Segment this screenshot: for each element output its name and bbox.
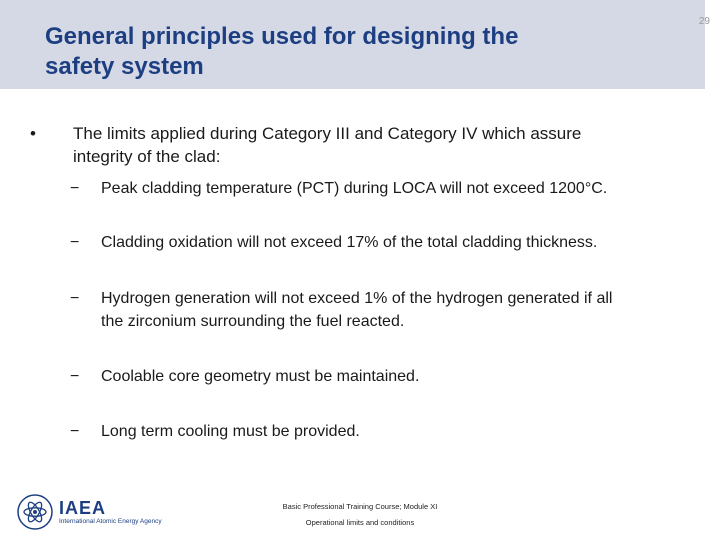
slide-title-line-1: General principles used for designing the [45,23,519,50]
sub-item-line-1: Long term cooling must be provided. [101,423,360,440]
sub-item-text [101,287,681,333]
sub-item-text [101,365,681,388]
dash-mark: − [70,180,80,197]
footer-module: Operational limits and conditions [305,518,415,527]
footer-course: Basic Professional Training Course; Module XI [282,502,438,511]
dash-mark: − [70,368,80,385]
page-number: 29 [698,16,710,27]
logo-name: IAEA [59,498,107,518]
slide-title [45,22,645,82]
main-bullet-line-1: The limits applied during Category III and Category IV which assure [73,124,582,143]
sub-item-text [101,231,681,254]
main-bullet-text [73,122,678,168]
sub-item-line-1: Cladding oxidation will not exceed 17% of the total cladding thickness. [101,234,598,251]
slide-title-line-2: safety system [45,53,204,80]
sub-item-line-2: the zirconium surrounding the fuel reacted. [101,313,405,330]
iaea-logo [16,493,186,533]
dash-mark: − [70,290,80,307]
main-bullet-line-2: integrity of the clad: [73,147,221,166]
sub-item-line-1: Hydrogen generation will not exceed 1% of the hydrogen generated if all [101,290,613,307]
dash-mark: − [70,423,80,440]
logo-subtitle: International Atomic Energy Agency [59,518,162,525]
bullet-mark: • [30,124,36,143]
iaea-emblem-icon [16,493,54,531]
sub-item-line-1: Coolable core geometry must be maintained. [101,368,420,385]
sub-item-text [101,177,681,200]
dash-mark: − [70,234,80,251]
sub-item-line-1: Peak cladding temperature (PCT) during LOCA will not exceed 1200°C. [101,180,608,197]
sub-item-text [101,420,681,443]
